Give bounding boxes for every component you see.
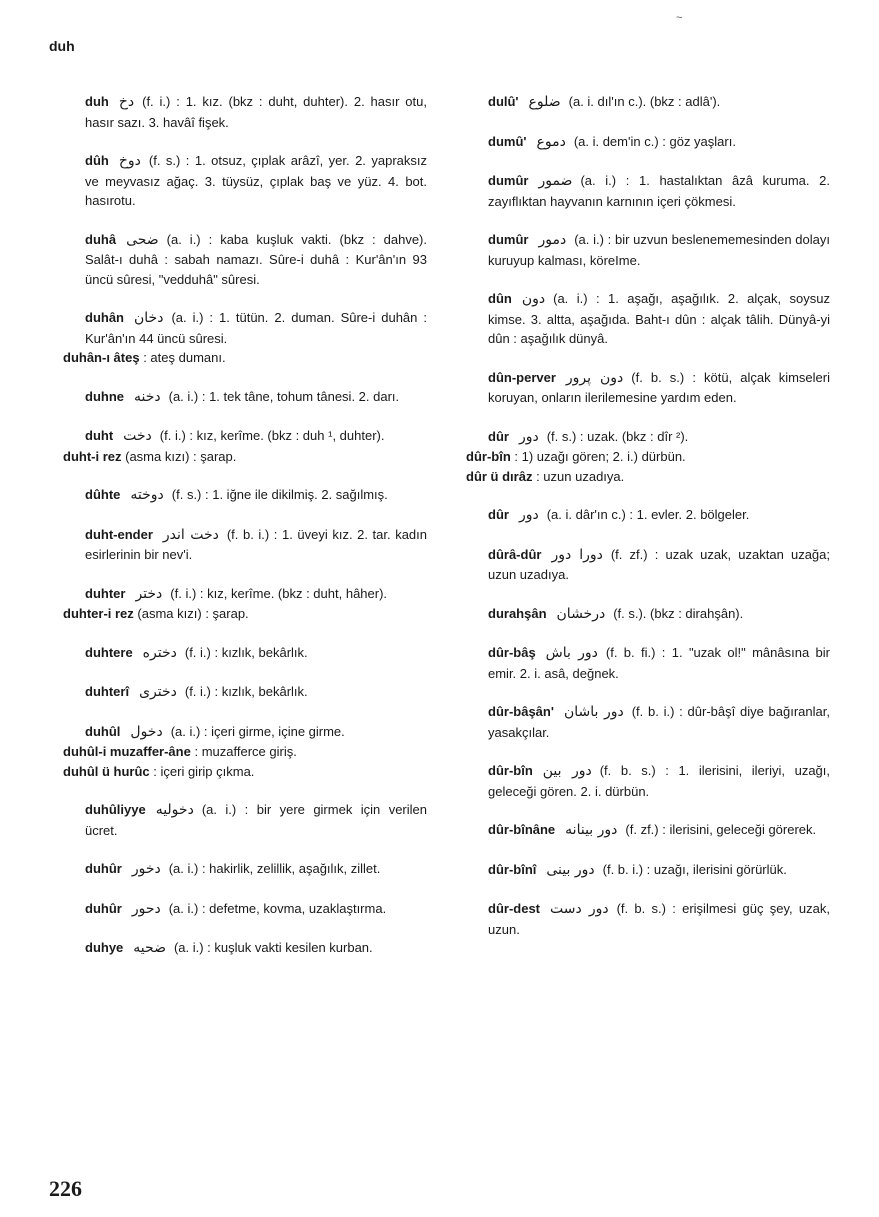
headword: dûr-bînâne — [488, 822, 556, 837]
arabic-script: دور بینانه — [565, 822, 618, 838]
definition: (a. i. dâr'ın c.) : 1. evler. 2. bölgeler. — [546, 507, 750, 522]
dictionary-entry — [49, 485, 427, 506]
headword: dûn — [488, 291, 512, 306]
definition: (f. i.) : kızlık, bekârlık. — [184, 684, 308, 699]
arabic-script: دور دست — [550, 901, 609, 917]
definition: (f. s.) : uzak. (bkz : dîr ²). — [546, 428, 689, 444]
entry-main — [49, 426, 427, 447]
definition: (a. i.) : 1. aşağı, aşağılık. 2. alçak, soysuz kimse. 3. altta, aşağıda. Baht-ı dûn : alçak tâlih. Dünyâ-yi dûn : aşağılık dünyâ. — [488, 291, 830, 346]
entry-main — [452, 820, 830, 841]
dictionary-entry — [452, 899, 830, 939]
definition: (f. zf.) : uzak uzak, uzaktan uzağa; uzun uzadıya. — [488, 546, 831, 582]
sub-headword: duhûl-i muzaffer-âne — [63, 744, 191, 759]
sub-headword: dûr-bîn — [466, 449, 511, 464]
arabic-script: دون — [521, 291, 546, 307]
right-column — [452, 92, 830, 958]
dictionary-entry — [452, 604, 830, 625]
entry-main — [49, 525, 427, 565]
headword: dûh — [85, 153, 109, 168]
sub-entry — [49, 762, 427, 782]
dictionary-entry — [452, 761, 830, 801]
sub-entry — [49, 742, 427, 762]
headword: duhâ — [85, 231, 117, 247]
arabic-script: دخان — [134, 310, 164, 326]
entry-main — [452, 702, 830, 742]
entry-main — [49, 899, 427, 920]
entry-main — [49, 485, 427, 506]
headword: dûr — [488, 507, 509, 522]
entry-main — [452, 545, 830, 585]
arabic-script: دور — [518, 428, 539, 445]
sub-definition: (asma kızı) : şarap. — [137, 606, 249, 621]
page-number: 226 — [49, 1176, 82, 1201]
headword: dûr-dest — [488, 901, 540, 916]
headword: dumû' — [488, 133, 527, 149]
headword: duhtere — [85, 644, 133, 660]
definition: (f. s.) : 1. otsuz, çıplak arâzî, yer. 2. yapraksız ve meyvasız ağaç. 3. tüysüz, çıplak baş ve yüz. 4. bot. hasırotu. — [85, 153, 427, 208]
arabic-script: دخولیه — [155, 802, 194, 818]
definition: (f. s.) : 1. iğne ile dikilmiş. 2. sağılmış. — [171, 487, 388, 502]
entry-main — [452, 505, 830, 526]
entry-main — [452, 368, 830, 408]
headword: duhterî — [85, 684, 130, 699]
definition: (f. i.) : kız, kerîme. (bkz : duht, hâher). — [170, 585, 388, 601]
definition: (a. i.) : 1. hastalıktan âzâ kuruma. 2. zayıflıktan hayvanın karnının içeri çökmesi. — [488, 173, 830, 209]
sub-entry — [49, 447, 427, 467]
dictionary-entry — [49, 151, 427, 211]
sub-definition: : içeri girip çıkma. — [153, 763, 255, 779]
dictionary-entry — [452, 289, 830, 349]
arabic-script: دختری — [139, 684, 177, 700]
entry-main — [49, 387, 427, 408]
definition: (a. i.) : kuşluk vakti kesilen kurban. — [173, 940, 373, 955]
definition: (f. b. s.) : kötü, alçak kimseleri koruyan, onların ilerilemesine yardım eden. — [488, 369, 830, 405]
entry-main — [49, 682, 427, 703]
headword: durahşân — [488, 605, 547, 621]
sub-definition: : muzafferce giriş. — [194, 744, 297, 759]
definition: (f. b. fi.) : 1. "uzak ol!" mânâsına bir emir. 2. i. asâ, değnek. — [488, 645, 830, 681]
headword: dûr-bîn — [488, 763, 533, 778]
dictionary-entry — [49, 859, 427, 880]
arabic-script: دور باشان — [563, 704, 624, 720]
entry-main — [452, 230, 830, 270]
arabic-script: دموع — [536, 133, 566, 150]
sub-headword: dûr ü dırâz — [466, 468, 533, 484]
definition: (f. i.) : kız, kerîme. (bkz : duh ¹, duhter). — [159, 428, 385, 443]
headword: dûr-bâş — [488, 645, 536, 660]
dictionary-entry — [452, 820, 830, 841]
sub-entry — [49, 604, 427, 624]
entry-main — [452, 289, 830, 349]
dictionary-entry — [452, 171, 830, 211]
definition: (f. b. i.) : 1. üveyi kız. 2. tar. kadın esirlerinin bir nev'i. — [85, 526, 427, 562]
dictionary-entry — [49, 938, 427, 959]
entry-main — [49, 722, 427, 743]
sub-entry — [452, 447, 830, 467]
definition: (f. zf.) : ilerisini, geleceği görerek. — [625, 822, 817, 837]
dictionary-entry — [49, 387, 427, 408]
dictionary-entry — [49, 92, 427, 132]
headword: dûrâ-dûr — [488, 546, 542, 562]
arabic-script: دخت — [123, 428, 152, 444]
sub-definition: : ateş dumanı. — [143, 350, 226, 365]
dictionary-entry — [452, 92, 830, 113]
headword: duhûl — [85, 723, 121, 739]
sub-definition: (asma kızı) : şarap. — [125, 448, 237, 464]
entry-main — [452, 643, 830, 683]
entry-main — [452, 427, 830, 448]
definition: (a. i.) : bir uzvun beslenememesinden dolayı kuruyup kalması, köreIme. — [488, 232, 830, 268]
entry-main — [49, 151, 427, 211]
definition: (f. i.) : kızlık, bekârlık. — [184, 644, 308, 660]
sub-definition: : uzun uzadıya. — [536, 468, 625, 484]
entry-main — [452, 92, 830, 113]
arabic-script: ضحیه — [133, 940, 166, 956]
headword: duht — [85, 428, 114, 443]
definition: (a. i.) : hakirlik, zelillik, aşağılık, zillet. — [168, 861, 381, 876]
headword: duhne — [85, 388, 124, 404]
definition: (f. i.) : 1. kız. (bkz : duht, duhter). 2. hasır otu, hasır sazı. 3. havâî fişek. — [85, 94, 427, 130]
dictionary-entry — [452, 860, 830, 881]
entry-main — [49, 859, 427, 880]
arabic-script: درخشان — [556, 605, 606, 622]
definition: (f. b. s.) : 1. ilerisini, ileriyi, uzağı, geleceği gören. 2. i. dürbün. — [488, 763, 830, 799]
headword: duhûliyye — [85, 802, 146, 817]
running-head: duh — [49, 38, 75, 54]
dictionary-entry — [49, 230, 427, 290]
dictionary-entry — [49, 426, 427, 466]
dictionary-entry — [452, 132, 830, 153]
arabic-script: ضمور — [538, 173, 573, 189]
headword: duhân — [85, 310, 124, 325]
arabic-script: دور باش — [545, 645, 598, 661]
headword: duh — [85, 94, 109, 109]
entry-main — [49, 643, 427, 664]
dictionary-entry — [452, 545, 830, 585]
entry-main — [49, 800, 427, 840]
headword: dulû' — [488, 94, 519, 109]
arabic-script: دحور — [131, 900, 161, 917]
arabic-script: دون پرور — [565, 369, 624, 386]
dictionary-entry — [49, 899, 427, 920]
dictionary-entry — [49, 643, 427, 664]
scan-mark: ~ — [676, 12, 683, 24]
sub-definition: : 1) uzağı gören; 2. i.) dürbün. — [514, 449, 686, 464]
arabic-script: دور بینی — [546, 861, 595, 878]
definition: (a. i. dıl'ın c.). (bkz : adlâ'). — [568, 94, 721, 109]
arabic-script: دخنه — [134, 388, 161, 405]
headword: duhye — [85, 940, 124, 955]
arabic-script: ضلوع — [528, 94, 561, 110]
headword: dûr-bînî — [488, 861, 537, 877]
entry-main — [49, 230, 427, 290]
definition: (a. i.) : içeri girme, içine girme. — [170, 723, 345, 739]
entry-main — [49, 938, 427, 959]
arabic-script: دخول — [130, 723, 163, 740]
entry-main — [49, 584, 427, 605]
headword: dumûr — [488, 173, 529, 188]
arabic-script: دختره — [142, 644, 177, 661]
definition: (a. i.) : bir yere girmek için verilen ücret. — [85, 802, 427, 838]
dictionary-entry — [452, 702, 830, 742]
dictionary-entry — [452, 368, 830, 408]
dictionary-entry — [49, 584, 427, 624]
headword: duht-ender — [85, 526, 153, 542]
left-column — [49, 92, 427, 978]
entry-main — [49, 308, 427, 348]
arabic-script: دخور — [131, 861, 161, 877]
entry-main — [452, 899, 830, 939]
sub-headword: duhân-ı âteş — [63, 350, 140, 365]
entry-main — [452, 860, 830, 881]
sub-headword: duhter-i rez — [63, 606, 134, 621]
definition: (a. i.) : 1. tütün. 2. duman. Sûre-i duhân : Kur'ân'ın 44 üncü sûresi. — [85, 310, 427, 346]
arabic-script: دور بین — [542, 763, 592, 779]
headword: dûr — [488, 428, 509, 444]
headword: duhûr — [85, 861, 122, 876]
sub-headword: duht-i rez — [63, 448, 122, 464]
dictionary-entry — [49, 682, 427, 703]
headword: dûhte — [85, 487, 121, 502]
entry-main — [452, 761, 830, 801]
sub-headword: duhûl ü hurûc — [63, 763, 150, 779]
definition: (f. b. i.) : dûr-bâşî diye bağıranlar, yasakçılar. — [488, 704, 830, 740]
arabic-script: دخت اندر — [162, 526, 219, 543]
definition: (a. i.) : defetme, kovma, uzaklaştırma. — [168, 900, 387, 916]
definition: (f. b. s.) : erişilmesi güç şey, uzak, uzun. — [488, 901, 830, 937]
arabic-script: دخ — [118, 94, 135, 110]
arabic-script: دمور — [538, 232, 567, 248]
dictionary-entry — [452, 505, 830, 526]
headword: dumûr — [488, 232, 529, 247]
arabic-script: ضحى — [126, 231, 159, 248]
dictionary-entry — [452, 427, 830, 487]
definition: (a. i. dem'in c.) : göz yaşları. — [573, 133, 736, 149]
dictionary-entry — [49, 722, 427, 782]
sub-entry — [452, 467, 830, 487]
entry-main — [452, 171, 830, 211]
arabic-script: دورا دور — [551, 546, 603, 563]
sub-entry — [49, 348, 427, 368]
definition: (f. s.). (bkz : dirahşân). — [613, 605, 744, 621]
dictionary-entry — [49, 308, 427, 368]
arabic-script: دور — [518, 507, 539, 523]
dictionary-entry — [452, 643, 830, 683]
headword: duhter — [85, 585, 126, 601]
arabic-script: دوخ — [118, 153, 141, 169]
headword: dûn-perver — [488, 369, 556, 385]
headword: dûr-bâşân' — [488, 704, 554, 719]
dictionary-entry — [452, 230, 830, 270]
arabic-script: دوخته — [130, 487, 164, 503]
dictionary-entry — [49, 800, 427, 840]
definition: (f. b. i.) : uzağı, ilerisini görürlük. — [602, 861, 787, 877]
entry-main — [49, 92, 427, 132]
entry-main — [452, 604, 830, 625]
definition: (a. i.) : 1. tek tâne, tohum tânesi. 2. darı. — [168, 388, 400, 404]
arabic-script: دختر — [135, 585, 163, 602]
dictionary-entry — [49, 525, 427, 565]
entry-main — [452, 132, 830, 153]
headword: duhûr — [85, 900, 122, 916]
definition: (a. i.) : kaba kuşluk vakti. (bkz : dahve). Salât-ı duhâ : sabah namazı. Sûre-i duhâ : Kur'ân'ın 93 üncü sûresi, "vedduhâ" sûresi. — [85, 231, 427, 287]
